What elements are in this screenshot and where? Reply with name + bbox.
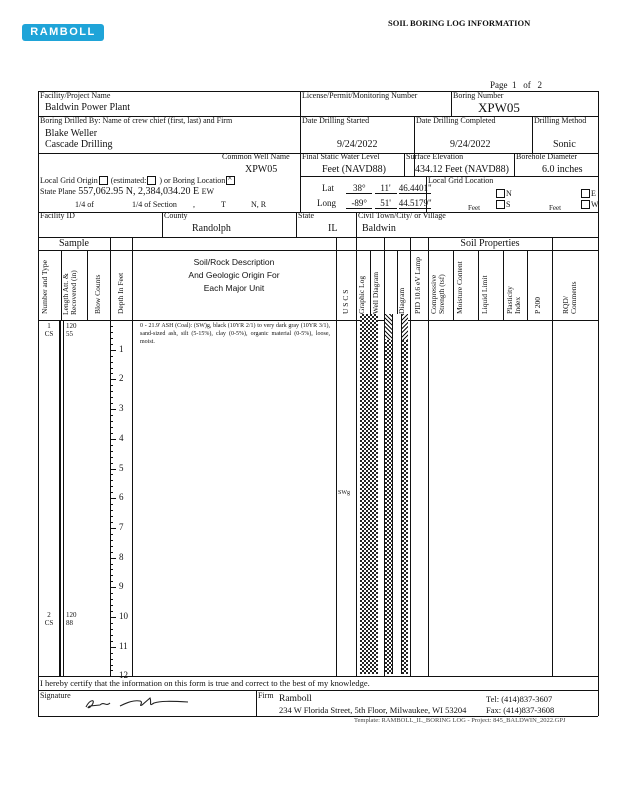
page-number: 1	[512, 80, 517, 90]
sample-1-id	[43, 322, 55, 338]
long-sec: 44.5179"	[398, 198, 432, 208]
depth-minor-tick	[110, 522, 113, 523]
depth-minor-tick	[110, 670, 113, 671]
method-label: Drilling Method	[534, 116, 587, 125]
state-plane-label: State Plane	[40, 187, 76, 196]
depth-minor-tick	[110, 403, 113, 404]
quarter-section: 1/4 of Section	[132, 200, 177, 209]
depth-minor-tick	[110, 516, 113, 517]
depth-minor-tick	[110, 540, 113, 541]
surface-elev-label: Surface Elevation	[406, 152, 464, 161]
firm-label: Firm	[258, 691, 274, 700]
depth-minor-tick	[110, 510, 113, 511]
col-uscs: U S C S	[341, 289, 350, 314]
depth-minor-tick	[110, 433, 113, 434]
static-water-value: Feet (NAVD88)	[322, 164, 386, 175]
col-diagram: Diagram	[397, 287, 406, 314]
depth-major-tick	[110, 350, 116, 351]
firm-fax: Fax: (414)837-3608	[486, 705, 555, 715]
east-label: E	[591, 189, 596, 198]
depth-minor-tick	[110, 397, 113, 398]
soil-properties-header: Soil Properties	[460, 238, 520, 249]
grid-origin-row	[40, 176, 236, 186]
state-plane-row	[40, 186, 214, 197]
lat-min: 11'	[375, 183, 397, 194]
col-blow-counts: Blow Counts	[93, 274, 102, 314]
long-min: 51'	[375, 198, 397, 209]
sample-1-rec: 55	[66, 330, 73, 338]
certify-text: I hereby certify that the information on this form is true and correct to the best of my knowledge.	[40, 678, 370, 688]
state-label: State	[298, 211, 314, 220]
drilled-by-firm: Cascade Drilling	[45, 139, 113, 150]
sample-1-number: 1	[47, 322, 51, 330]
depth-minor-tick	[110, 546, 113, 547]
depth-label: 2	[119, 373, 124, 384]
boring-number-value: XPW05	[478, 100, 520, 115]
north-checkbox[interactable]	[496, 189, 505, 198]
depth-minor-tick	[110, 593, 113, 594]
date-started-label: Date Drilling Started	[302, 116, 370, 125]
depth-major-tick	[110, 528, 116, 529]
depth-major-tick	[110, 469, 116, 470]
depth-major-tick	[110, 647, 116, 648]
state-value: IL	[328, 223, 338, 234]
boring-number-label: Boring Number	[453, 91, 504, 100]
col-rqd: RQD/ Comments	[561, 281, 578, 314]
date-started-value: 9/24/2022	[337, 139, 378, 150]
depth-minor-tick	[110, 629, 113, 630]
col-liquid-limit: Liquid Limit	[480, 275, 489, 314]
sample-2-number: 2	[47, 611, 51, 619]
page-label: Page	[490, 80, 508, 90]
depth-minor-tick	[110, 332, 113, 333]
static-water-label: Final Static Water Level	[302, 152, 380, 161]
depth-label: 9	[119, 581, 124, 592]
depth-label: 4	[119, 432, 124, 443]
facility-label: Facility/Project Name	[40, 91, 111, 100]
sample-1-length	[66, 322, 77, 338]
depth-minor-tick	[110, 344, 113, 345]
depth-minor-tick	[110, 391, 113, 392]
depth-minor-tick	[110, 599, 113, 600]
depth-label: 6	[119, 492, 124, 503]
facility-id-label: Facility ID	[40, 211, 75, 220]
depth-minor-tick	[110, 611, 113, 612]
depth-minor-tick	[110, 368, 113, 369]
graphic-log-pattern	[360, 314, 378, 674]
col-number-type: Number and Type	[40, 260, 49, 314]
sample-2-rec: 88	[66, 619, 73, 627]
sample-2-att: 120	[66, 611, 77, 619]
col-compressive: Compressive Strength (tsf)	[429, 274, 446, 314]
depth-label: 12	[119, 670, 128, 681]
state-plane-e-label: E	[201, 187, 207, 196]
local-grid-location-label: Local Grid Location	[428, 176, 494, 185]
north-label: N	[506, 189, 512, 198]
depth-minor-tick	[110, 445, 113, 446]
col-desc-line1: Soil/Rock Description	[193, 257, 275, 267]
depth-major-tick	[110, 558, 116, 559]
depth-minor-tick	[110, 575, 113, 576]
sample-1-type: CS	[44, 330, 54, 338]
depth-minor-tick	[110, 415, 113, 416]
depth-minor-tick	[110, 463, 113, 464]
depth-minor-tick	[110, 659, 113, 660]
col-pid: PID 10.6 eV Lamp	[413, 257, 422, 314]
estimated-label: (estimated:	[110, 176, 147, 185]
depth-minor-tick	[110, 564, 113, 565]
east-checkbox[interactable]	[581, 189, 590, 198]
depth-minor-tick	[110, 605, 113, 606]
facility-value: Baldwin Power Plant	[45, 102, 130, 113]
township-label: T	[221, 200, 226, 209]
soil-description: 0 - 21.9' ASH (Coal): (SW)g, black (10YR 2/1) to very dark gray (10YR 3/1), sand-sized ash, silt (5-15%), clay (0-5%), organic material (0-5%), loose, moist.	[140, 323, 330, 345]
firm-address: 234 W Florida Street, 5th Floor, Milwaukee, WI 53204	[279, 705, 467, 715]
depth-label: 11	[119, 640, 128, 651]
signature-image	[80, 693, 200, 715]
south-checkbox[interactable]	[496, 200, 505, 209]
boring-location-label: ) or Boring Location	[159, 176, 226, 185]
common-well-label: Common Well Name	[222, 152, 290, 161]
well-casing	[392, 314, 402, 674]
state-plane-w-label: W	[206, 187, 215, 196]
south-label: S	[506, 200, 511, 209]
depth-minor-tick	[110, 451, 113, 452]
longitude-row	[317, 198, 431, 209]
long-deg: -89°	[346, 198, 372, 209]
col-desc-line2: And Geologic Origin For	[188, 270, 280, 280]
col-length: Length Att. & Recovered (in)	[61, 270, 78, 315]
col-p200: P 200	[533, 296, 542, 314]
grid-north	[495, 189, 512, 199]
page-of-label: of	[523, 80, 531, 90]
sample-recovery-bar	[59, 320, 61, 676]
city-value: Baldwin	[362, 223, 396, 234]
depth-minor-tick	[110, 581, 113, 582]
surface-elev-value: 434.12 Feet (NAVD88)	[415, 164, 509, 175]
sample-header: Sample	[59, 238, 89, 249]
west-label: W	[591, 200, 599, 209]
depth-minor-tick	[110, 373, 113, 374]
firm-name: Ramboll	[279, 694, 312, 704]
depth-minor-tick	[110, 457, 113, 458]
drilled-by-name: Blake Weller	[45, 128, 98, 139]
depth-label: 10	[119, 611, 128, 621]
depth-minor-tick	[110, 534, 113, 535]
col-desc-line3: Each Major Unit	[203, 283, 265, 293]
well-annulus-left	[385, 340, 392, 674]
depth-label: 8	[119, 551, 124, 562]
depth-label: 3	[119, 403, 124, 414]
uscs-code: SWg	[338, 490, 350, 496]
borehole-dia-label: Borehole Diameter	[516, 152, 578, 161]
lat-sec: 46.4401"	[398, 183, 432, 193]
quarter-of: 1/4 of	[75, 200, 94, 209]
depth-major-tick	[110, 379, 116, 380]
local-grid-origin-label: Local Grid Origin	[40, 176, 98, 185]
sample-1-att: 120	[66, 322, 77, 330]
depth-minor-tick	[110, 326, 113, 327]
page-total: 2	[537, 80, 542, 90]
latitude-row	[322, 183, 431, 194]
page-indicator	[490, 80, 542, 90]
depth-major-tick	[110, 409, 116, 410]
method-value: Sonic	[553, 139, 576, 150]
depth-minor-tick	[110, 641, 113, 642]
lat-label: Lat	[322, 183, 334, 193]
depth-minor-tick	[110, 421, 113, 422]
depth-minor-tick	[110, 356, 113, 357]
date-completed-value: 9/24/2022	[450, 139, 491, 150]
depth-minor-tick	[110, 338, 113, 339]
depth-major-tick	[110, 617, 116, 618]
depth-label: 5	[119, 462, 124, 473]
col-graphic-log: Graphic Log	[357, 275, 366, 314]
common-well-value: XPW05	[245, 164, 278, 175]
signature-label: Signature	[40, 691, 71, 700]
boring-location-checkbox[interactable]	[226, 176, 235, 185]
sample-attempt-bar	[63, 320, 64, 676]
depth-minor-tick	[110, 665, 113, 666]
state-plane-value: 557,062.95 N, 2,384,034.20 E	[78, 186, 200, 197]
template-footer: Template: RAMBOLL_IL_BORING LOG - Project: 845_BALDWIN_2022.GPJ	[354, 717, 566, 724]
depth-minor-tick	[110, 504, 113, 505]
col-well: Well Diagram	[371, 271, 380, 314]
west-checkbox[interactable]	[581, 200, 590, 209]
range-label: N, R	[251, 200, 267, 209]
sample-2-id	[43, 611, 55, 627]
ramboll-logo: RAMBOLL	[22, 24, 104, 41]
feet-label-2: Feet	[549, 204, 562, 212]
grid-west	[580, 200, 599, 210]
depth-major-tick	[110, 587, 116, 588]
col-depth: Depth In Feet	[116, 272, 125, 314]
depth-minor-tick	[110, 552, 113, 553]
well-diagram	[384, 314, 410, 674]
county-value: Randolph	[192, 223, 231, 234]
city-label: Civil Town/City/ or Village	[358, 211, 446, 220]
borehole-dia-value: 6.0 inches	[542, 164, 583, 175]
depth-minor-tick	[110, 569, 113, 570]
section-comma: ,	[193, 200, 195, 209]
depth-minor-tick	[110, 474, 113, 475]
firm-tel: Tel: (414)837-3607	[486, 694, 553, 704]
depth-minor-tick	[110, 635, 113, 636]
depth-minor-tick	[110, 480, 113, 481]
col-description	[132, 256, 336, 295]
depth-minor-tick	[110, 385, 113, 386]
depth-minor-tick	[110, 486, 113, 487]
depth-minor-tick	[110, 427, 113, 428]
depth-minor-tick	[110, 653, 113, 654]
depth-minor-tick	[110, 362, 113, 363]
lat-deg: 38°	[346, 183, 372, 194]
license-label: License/Permit/Monitoring Number	[302, 91, 418, 100]
well-seal-left	[385, 314, 392, 340]
depth-label: 1	[119, 343, 124, 354]
grid-east	[580, 189, 596, 199]
depth-label: 7	[119, 521, 124, 532]
date-completed-label: Date Drilling Completed	[416, 116, 496, 125]
estimated-checkbox[interactable]	[147, 176, 156, 185]
col-plasticity: Plasticity Index	[505, 286, 522, 314]
sample-2-length	[66, 611, 77, 627]
depth-major-tick	[110, 498, 116, 499]
col-moisture: Moisture Content	[455, 261, 464, 314]
sample-2-type: CS	[44, 619, 54, 627]
page-title: SOIL BORING LOG INFORMATION	[388, 18, 531, 28]
grid-origin-checkbox[interactable]	[99, 176, 108, 185]
depth-scale	[110, 320, 132, 681]
county-label: County	[164, 211, 188, 220]
drilled-by-label: Boring Drilled By: Name of crew chief (first, last) and Firm	[40, 116, 233, 125]
depth-minor-tick	[110, 492, 113, 493]
depth-major-tick	[110, 320, 116, 321]
depth-major-tick	[110, 439, 116, 440]
long-label: Long	[317, 198, 336, 208]
depth-minor-tick	[110, 623, 113, 624]
grid-south	[495, 200, 510, 210]
feet-label-1: Feet	[468, 204, 481, 212]
